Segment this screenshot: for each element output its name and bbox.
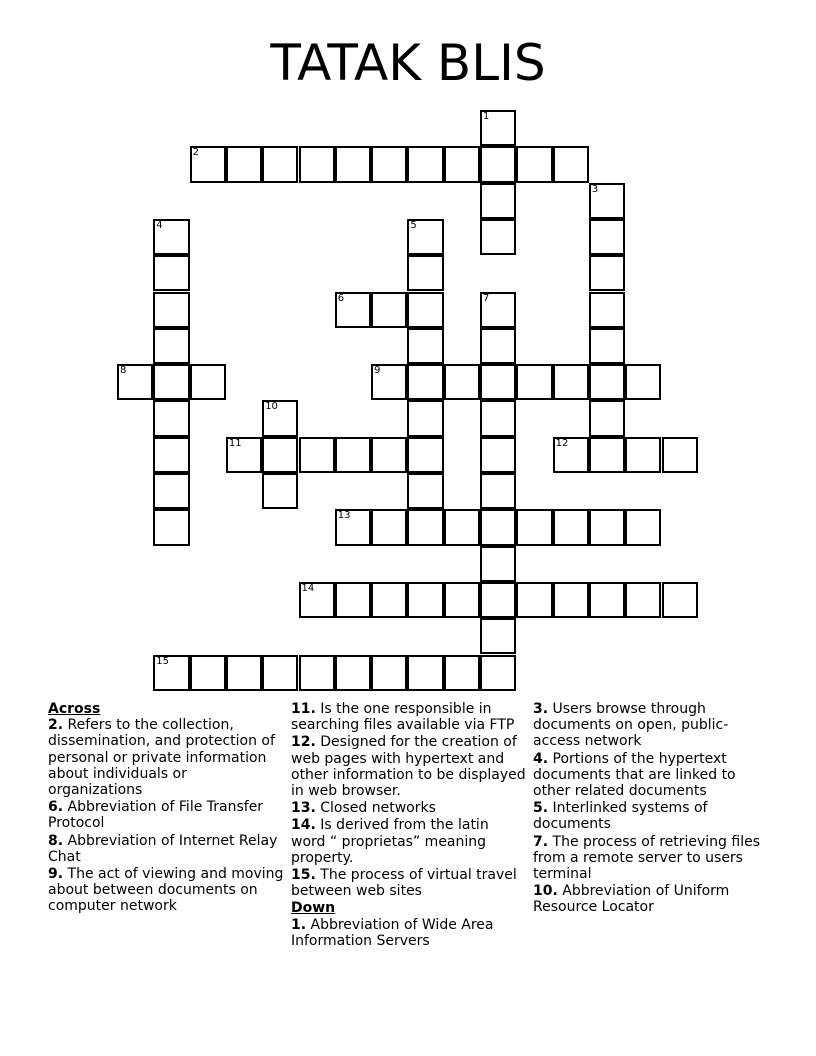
grid-cell[interactable]	[262, 473, 298, 509]
grid-cell[interactable]	[625, 582, 661, 618]
grid-cell[interactable]	[625, 364, 661, 400]
grid-cell[interactable]	[407, 582, 443, 618]
across-clue	[48, 799, 284, 831]
grid-cell[interactable]	[262, 400, 298, 436]
grid-cell[interactable]	[589, 328, 625, 364]
grid-cell[interactable]	[153, 292, 189, 328]
grid-cell[interactable]	[553, 437, 589, 473]
across-clue	[48, 866, 284, 915]
down-clue	[533, 800, 769, 832]
grid-cell[interactable]	[480, 546, 516, 582]
grid-cell[interactable]	[407, 146, 443, 182]
cell-number: 1	[483, 111, 490, 122]
grid-cell[interactable]	[335, 292, 371, 328]
clue-text: Portions of the hypertext documents that are linked to other related documents	[533, 750, 736, 800]
grid-cell[interactable]	[480, 618, 516, 654]
clue-number: 15.	[291, 867, 316, 884]
across-clue	[291, 800, 527, 816]
grid-cell[interactable]	[662, 437, 698, 473]
grid-cell[interactable]	[589, 183, 625, 219]
across-clue	[291, 734, 527, 799]
clue-text: Refers to the collection, dissemination, and protection of personal or private information about individuals or organizations	[48, 717, 275, 799]
clue-text: Abbreviation of Internet Relay Chat	[48, 832, 278, 865]
grid-cell[interactable]	[153, 328, 189, 364]
across-clue	[291, 867, 527, 899]
grid-cell[interactable]	[480, 183, 516, 219]
grid-cell[interactable]	[480, 582, 516, 618]
down-heading: Down	[291, 900, 336, 917]
grid-cell[interactable]	[190, 146, 226, 182]
grid-cell[interactable]	[153, 219, 189, 255]
grid-cell[interactable]	[553, 146, 589, 182]
grid-cell[interactable]	[480, 473, 516, 509]
grid-cell[interactable]	[299, 146, 335, 182]
clue-column-3	[533, 701, 769, 917]
cell-number: 10	[265, 401, 278, 413]
grid-cell[interactable]	[480, 509, 516, 545]
down-clue	[533, 751, 769, 800]
grid-cell[interactable]	[444, 146, 480, 182]
grid-cell[interactable]	[299, 437, 335, 473]
clue-number: 13.	[291, 800, 316, 817]
clue-text: Abbreviation of Uniform Resource Locator	[533, 883, 730, 916]
grid-cell[interactable]	[480, 146, 516, 182]
grid-cell[interactable]	[444, 582, 480, 618]
grid-cell[interactable]	[516, 146, 552, 182]
grid-cell[interactable]	[589, 255, 625, 291]
grid-cell[interactable]	[262, 437, 298, 473]
grid-cell[interactable]	[371, 655, 407, 691]
grid-cell[interactable]	[589, 400, 625, 436]
grid-cell[interactable]	[407, 255, 443, 291]
grid-cell[interactable]	[589, 292, 625, 328]
grid-cell[interactable]	[226, 655, 262, 691]
grid-cell[interactable]	[553, 509, 589, 545]
clue-text: Is derived from the latin word “ proprietas” meaning property.	[291, 817, 489, 866]
across-clue	[291, 817, 527, 866]
clue-number: 12.	[291, 734, 316, 751]
cell-number: 9	[374, 365, 381, 377]
clue-text: Is the one responsible in searching files available via FTP	[291, 701, 515, 734]
grid-cell[interactable]	[371, 437, 407, 473]
puzzle-title: TATAK BLIS	[270, 34, 546, 92]
clue-column-2	[291, 701, 527, 950]
grid-cell[interactable]	[589, 437, 625, 473]
clue-number: 10.	[533, 883, 558, 900]
cell-number: 5	[410, 219, 417, 231]
grid-cell[interactable]	[153, 364, 189, 400]
across-heading: Across	[48, 701, 101, 717]
grid-cell[interactable]	[444, 364, 480, 400]
grid-cell[interactable]	[516, 509, 552, 545]
clue-number: 6.	[48, 799, 64, 816]
grid-cell[interactable]	[480, 437, 516, 473]
grid-cell[interactable]	[662, 582, 698, 618]
grid-cell[interactable]	[335, 146, 371, 182]
grid-cell[interactable]	[480, 110, 516, 146]
cell-number: 12	[555, 437, 569, 449]
clue-column-1	[48, 701, 284, 916]
grid-cell[interactable]	[190, 364, 226, 400]
grid-cell[interactable]	[153, 473, 189, 509]
grid-cell[interactable]	[407, 364, 443, 400]
grid-cell[interactable]	[553, 364, 589, 400]
grid-cell[interactable]	[407, 219, 443, 255]
grid-cell[interactable]	[190, 655, 226, 691]
across-clue	[291, 701, 527, 733]
clue-text: The act of viewing and moving about between documents on computer network	[48, 866, 284, 915]
grid-cell[interactable]	[480, 219, 516, 255]
cell-number: 15	[156, 655, 170, 667]
cell-number: 6	[337, 292, 345, 304]
clue-number: 3.	[533, 701, 549, 717]
grid-cell[interactable]	[407, 328, 443, 364]
grid-cell[interactable]	[407, 655, 443, 691]
cell-number: 2	[192, 147, 199, 159]
cell-number: 11	[228, 437, 242, 449]
down-clue	[291, 917, 527, 949]
cell-number: 4	[156, 219, 163, 231]
grid-cell[interactable]	[153, 509, 189, 545]
clue-number: 7.	[533, 833, 549, 850]
cell-number: 14	[301, 582, 315, 594]
down-clue	[533, 834, 769, 883]
grid-cell[interactable]	[407, 292, 443, 328]
grid-cell[interactable]	[480, 655, 516, 691]
cell-number: 8	[120, 365, 127, 377]
grid-cell[interactable]	[371, 582, 407, 618]
clue-number: 4.	[533, 750, 549, 767]
clue-text: Interlinked systems of documents	[533, 800, 708, 833]
grid-cell[interactable]	[589, 582, 625, 618]
clue-number: 1.	[291, 916, 307, 933]
cell-number: 13	[337, 510, 351, 522]
across-clue	[48, 717, 284, 798]
grid-cell[interactable]	[625, 509, 661, 545]
grid-cell[interactable]	[589, 219, 625, 255]
grid-cell[interactable]	[299, 582, 335, 618]
grid-cell[interactable]	[625, 437, 661, 473]
across-clue	[48, 833, 284, 865]
grid-cell[interactable]	[553, 582, 589, 618]
grid-cell[interactable]	[371, 509, 407, 545]
grid-cell[interactable]	[371, 364, 407, 400]
grid-cell[interactable]	[444, 655, 480, 691]
grid-cell[interactable]	[480, 400, 516, 436]
clue-text: The process of virtual travel between web sites	[291, 867, 517, 900]
clue-number: 8.	[48, 832, 64, 849]
grid-cell[interactable]	[262, 146, 298, 182]
grid-cell[interactable]	[589, 509, 625, 545]
grid-cell[interactable]	[480, 292, 516, 328]
grid-cell[interactable]	[407, 509, 443, 545]
grid-cell[interactable]	[589, 364, 625, 400]
clue-number: 9.	[48, 866, 64, 883]
grid-cell[interactable]	[516, 582, 552, 618]
clue-text: Closed networks	[315, 800, 436, 817]
clue-number: 5.	[533, 800, 549, 817]
down-clue	[533, 701, 769, 750]
grid-cell[interactable]	[299, 655, 335, 691]
grid-cell[interactable]	[262, 655, 298, 691]
grid-cell[interactable]	[153, 400, 189, 436]
grid-cell[interactable]	[516, 364, 552, 400]
grid-cell[interactable]	[153, 255, 189, 291]
cell-number: 7	[483, 292, 490, 304]
grid-cell[interactable]	[335, 582, 371, 618]
grid-cell[interactable]	[371, 292, 407, 328]
grid-cell[interactable]	[444, 509, 480, 545]
grid-cell[interactable]	[226, 437, 262, 473]
clue-text: Abbreviation of File Transfer Protocol	[48, 799, 264, 832]
grid-cell[interactable]	[335, 509, 371, 545]
clue-number: 11.	[291, 701, 316, 717]
grid-cell[interactable]	[335, 655, 371, 691]
grid-cell[interactable]	[226, 146, 262, 182]
clue-text: Users browse through documents on open, public-access network	[533, 701, 729, 750]
clue-text: Abbreviation of Wide Area Information Servers	[291, 916, 494, 949]
cell-number: 3	[591, 183, 599, 195]
grid-cell[interactable]	[407, 473, 443, 509]
clue-number: 2.	[48, 717, 64, 734]
grid-cell[interactable]	[153, 437, 189, 473]
grid-cell[interactable]	[407, 400, 443, 436]
clue-number: 14.	[291, 817, 316, 834]
grid-cell[interactable]	[480, 328, 516, 364]
grid-cell[interactable]	[153, 655, 189, 691]
clue-text: The process of retrieving files from a remote server to users terminal	[533, 833, 761, 883]
grid-cell[interactable]	[480, 364, 516, 400]
grid-cell[interactable]	[407, 437, 443, 473]
down-clue	[533, 883, 769, 915]
grid-cell[interactable]	[371, 146, 407, 182]
grid-cell[interactable]	[335, 437, 371, 473]
grid-cell[interactable]	[117, 364, 153, 400]
clue-text: Designed for the creation of web pages with hypertext and other information to be displayed in web browser.	[291, 734, 526, 800]
